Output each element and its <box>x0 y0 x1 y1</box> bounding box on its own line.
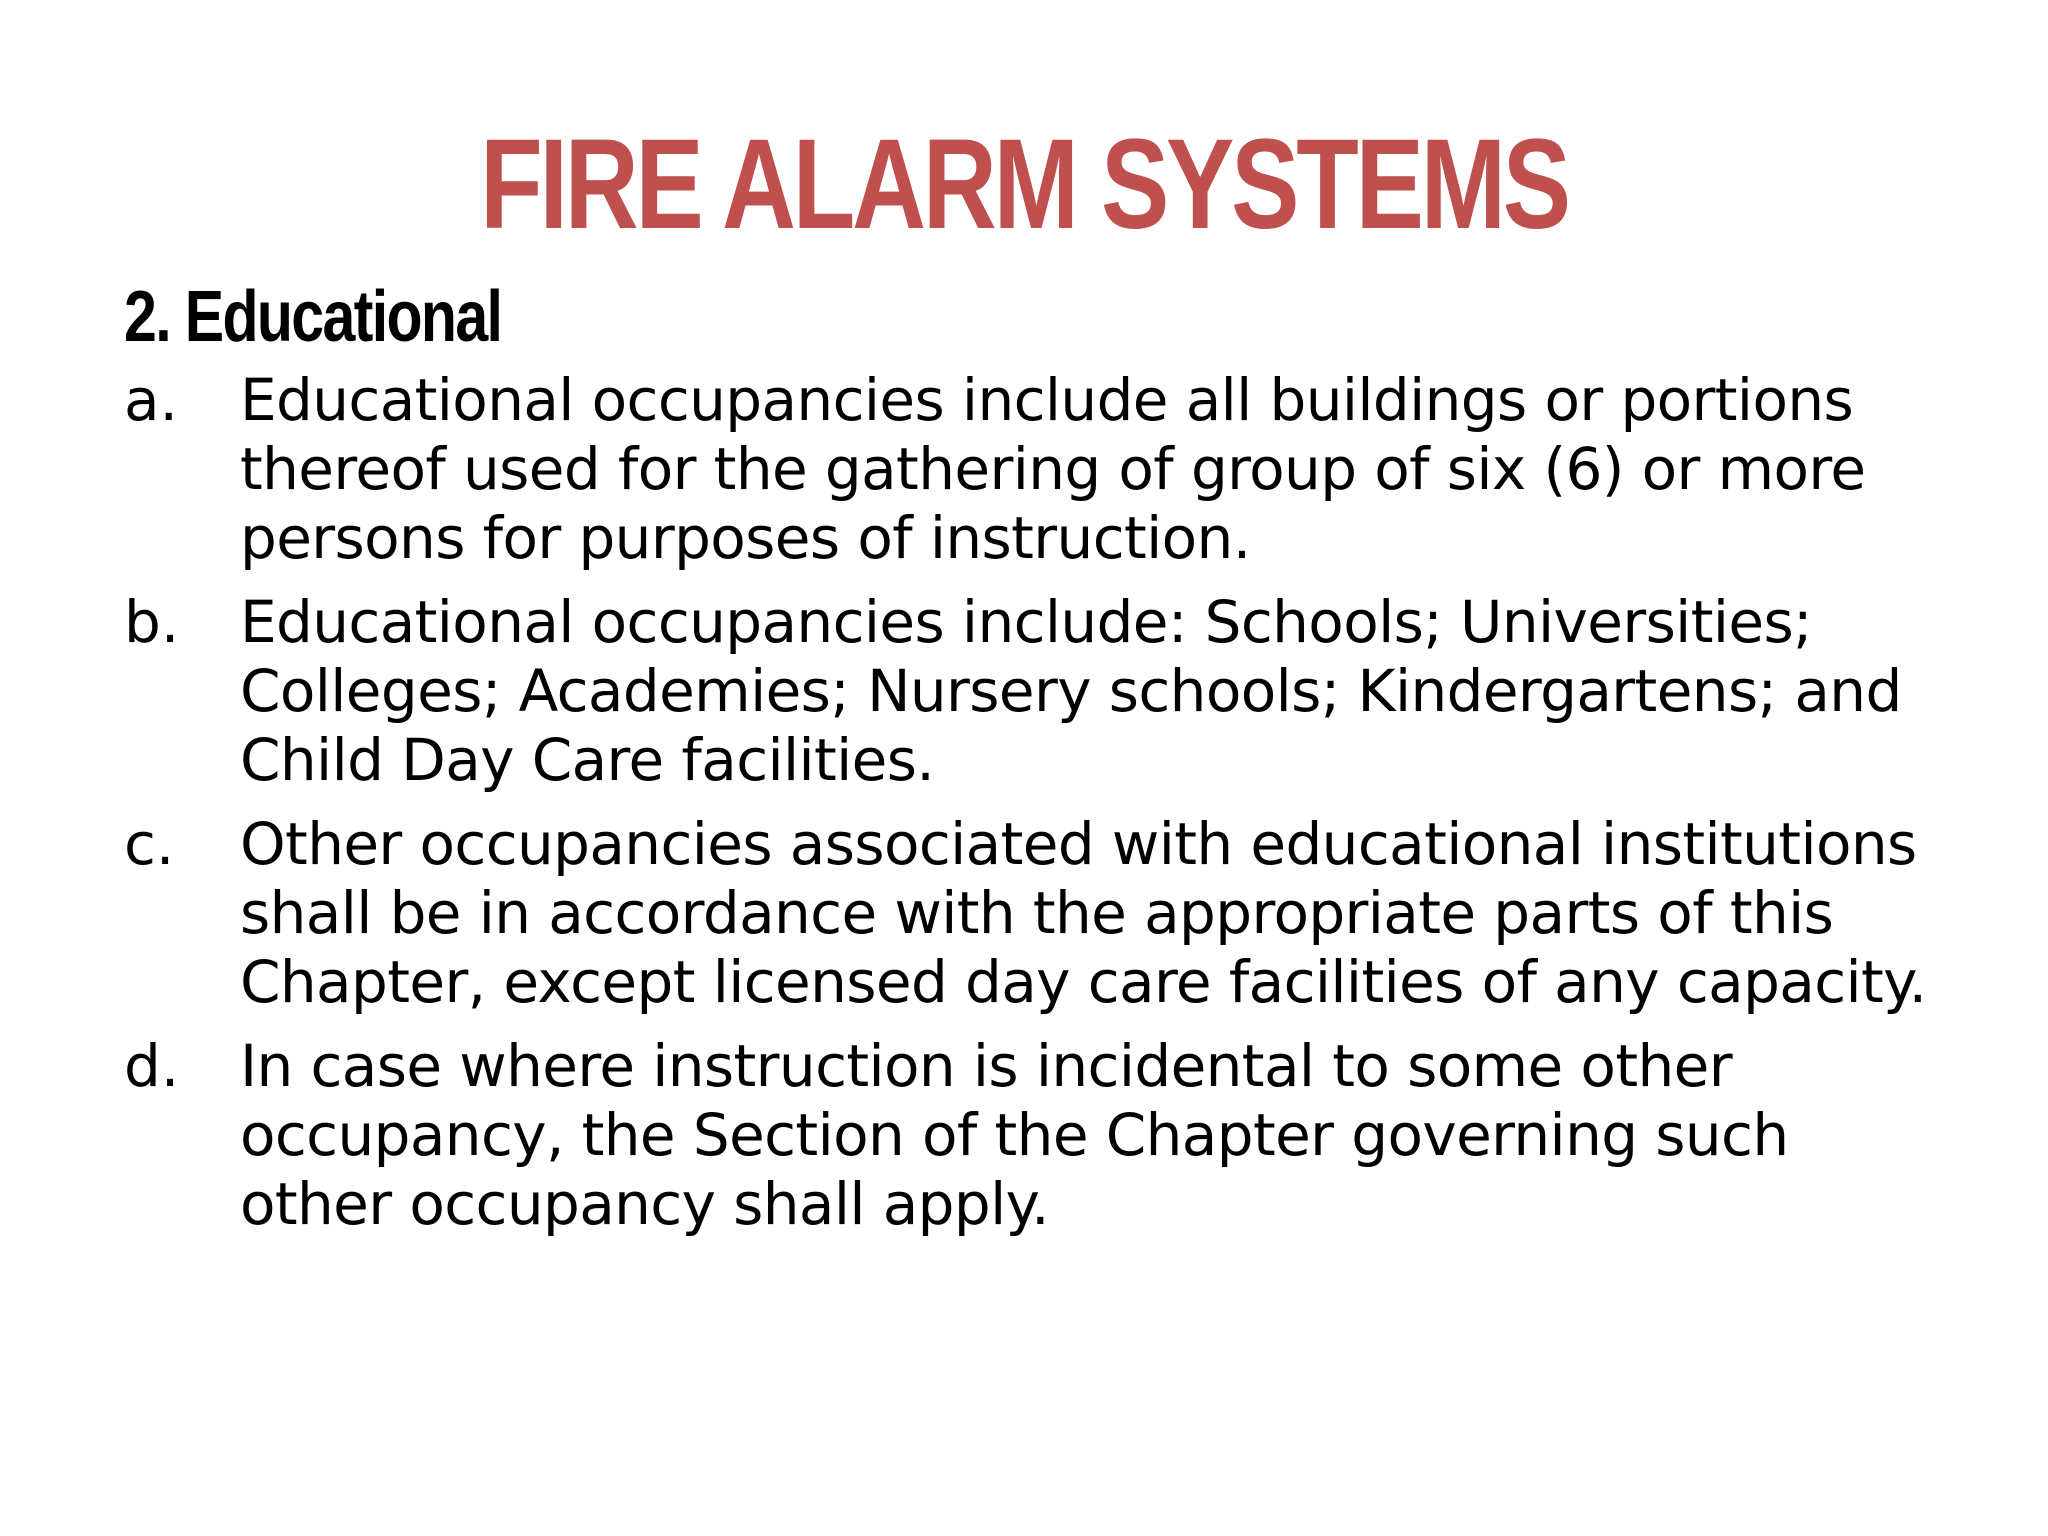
list-item-marker: d. <box>124 1032 180 1100</box>
item-list <box>124 366 1954 1254</box>
list-item <box>124 366 1954 573</box>
list-item <box>124 810 1954 1017</box>
slide-title: FIRE ALARM SYSTEMS <box>480 113 1568 256</box>
list-item-marker: b. <box>124 588 180 656</box>
list-item-marker: c. <box>124 810 175 878</box>
list-item-marker: a. <box>124 366 178 434</box>
list-item <box>124 1032 1954 1239</box>
list-item <box>124 588 1954 795</box>
section-heading: 2. Educational <box>124 277 502 357</box>
list-item-text: Other occupancies associated with educational institutions shall be in accordance with the appropriate parts of this Chapter, except licensed day care facilities of any capacity. <box>240 810 1927 1016</box>
list-item-text: In case where instruction is incidental to some other occupancy, the Section of the Chapter governing such other occupancy shall apply. <box>240 1032 1789 1238</box>
list-item-text: Educational occupancies include all buildings or portions thereof used for the gathering of group of six (6) or more persons for purposes of instruction. <box>240 366 1866 572</box>
list-item-text: Educational occupancies include: Schools; Universities; Colleges; Academies; Nursery schools; Kindergartens; and Child Day Care facilities. <box>240 588 1902 794</box>
